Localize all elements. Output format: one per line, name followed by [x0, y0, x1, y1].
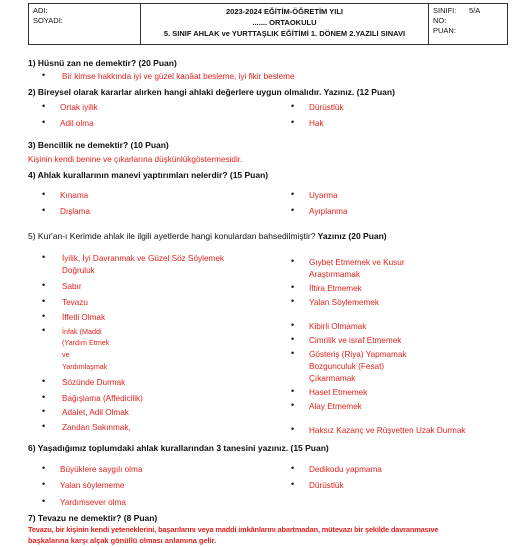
- answer-5-item: Tevazu: [62, 298, 88, 307]
- answer-6-item: Dedikodu yapmama: [309, 465, 382, 474]
- answer-5-item: Alay Etmemek: [309, 402, 362, 411]
- answer-5-item: Yardımlaşmak: [62, 362, 108, 371]
- question-5-text: 5) Kur'an-ı Kerimde ahlak ile ilgili ayetlerde hangi konulardan bahsedilmiştir?: [28, 231, 316, 241]
- class-value: 5/A: [469, 6, 481, 15]
- answer-5-item: Sabır: [62, 282, 82, 291]
- bullet: •: [291, 334, 295, 344]
- exam-title: 5. SINIF AHLAK ve YURTTAŞLIK EĞİTİMİ 1. DÖNEM 2.YAZILI SINAVI: [163, 29, 406, 38]
- class-label: SINIFI:: [433, 6, 457, 15]
- answer-5-item: İyilik, İyi Davranmak ve Güzel Söz Söylemek: [62, 254, 224, 263]
- exam-header: [28, 3, 508, 45]
- exam-title-block: [141, 4, 429, 44]
- answer-5-item: Adalet, Adil Olmak: [62, 408, 129, 417]
- bullet: •: [42, 101, 46, 111]
- question-1: 1) Hüsnü zan ne demektir? (20 Puan): [28, 58, 177, 68]
- class-info: [429, 4, 507, 44]
- answer-5-item: İftira Etmemek: [309, 284, 362, 293]
- question-2: 2) Bireysel olarak kararlar alırken hangi ahlaki değerlere uygun olmalıdır. Yazınız. (12 Puan): [28, 87, 395, 97]
- bullet: •: [291, 386, 295, 396]
- answer-2-item: Dürüstlük: [309, 103, 344, 112]
- answer-5-item: Bozgunculuk (Fesat): [309, 362, 385, 371]
- answer-5-item: Gösteriş (Riya) Yapmamak: [309, 350, 407, 359]
- bullet: •: [42, 376, 46, 386]
- school-name: ....... ORTAOKULU: [252, 18, 317, 27]
- bullet: •: [42, 479, 46, 489]
- answer-5-item: Çıkarmamak: [309, 374, 356, 383]
- answer-4-item: Kınama: [60, 191, 89, 200]
- bullet: •: [42, 496, 46, 506]
- question-6: 6) Yaşadığımız toplumdaki ahlak kurallarından 3 tanesini yazınız. (15 Puan): [28, 443, 329, 453]
- answer-7-line-2: başkalarına karşı alçak gönüllü olması anlamına gelir.: [28, 536, 217, 545]
- answer-2-item: Hak: [309, 119, 324, 128]
- answer-5-item: (Yardım Etmek: [62, 338, 110, 347]
- answer-5-item: Doğruluk: [62, 266, 95, 275]
- surname-label: SOYADI:: [33, 16, 63, 25]
- answer-5-item: Haksız Kazanç ve Rüşvetten Uzak Durmak: [309, 426, 466, 435]
- answer-4-item: Dışlama: [60, 207, 91, 216]
- answer-5-item: İffetli Olmak: [62, 313, 106, 322]
- score-label: PUAN:: [433, 26, 456, 35]
- bullet: •: [291, 282, 295, 292]
- answer-4-item: Ayıplanma: [309, 207, 348, 216]
- answer-6-item: Dürüstlük: [309, 481, 344, 490]
- answer-5-item: Gıybet Etmemek ve Kusur: [309, 258, 405, 267]
- bullet: •: [291, 256, 295, 266]
- question-5: [28, 231, 387, 241]
- bullet: •: [42, 205, 46, 215]
- answer-6-item: Büyüklere saygılı olma: [60, 465, 143, 474]
- bullet: •: [42, 252, 46, 262]
- answer-4-item: Uyarma: [309, 191, 338, 200]
- bullet: •: [42, 406, 46, 416]
- bullet: •: [291, 117, 295, 127]
- answer-6-item: Yalan söylememe: [60, 481, 125, 490]
- bullet: •: [42, 463, 46, 473]
- answer-5-item: ve: [62, 350, 70, 359]
- answer-7-line-1: Tevazu, bir kişinin kendi yeteneklerini, başarılarını veya maddi imkânlarını abartmadan, mütevazı bir şekilde davranmasıve: [28, 525, 439, 534]
- question-3: 3) Bencillik ne demektir? (10 Puan): [28, 140, 169, 150]
- number-label: NO:: [433, 16, 447, 25]
- question-7: 7) Tevazu ne demektir? (8 Puan): [28, 513, 158, 523]
- answer-5-item: Haset Etmemek: [309, 388, 368, 397]
- answer-5-item: Zandan Sakınmak,: [62, 423, 131, 432]
- answer-6-item: Yardımsever olma: [60, 498, 126, 507]
- academic-year: 2023-2024 EĞİTİM-ÖĞRETİM YILI: [226, 7, 343, 16]
- bullet: •: [42, 296, 46, 306]
- bullet: •: [291, 189, 295, 199]
- student-info: [29, 4, 141, 44]
- bullet: •: [291, 101, 295, 111]
- answer-3: Kişinin kendi benine ve çıkarlarına düşkünlükgöstermesidir.: [28, 155, 243, 164]
- bullet: •: [291, 424, 295, 434]
- bullet: •: [291, 296, 295, 306]
- bullet: •: [291, 205, 295, 215]
- question-4: 4) Ahlak kurallarının manevi yaptırımları nelerdir? (15 Puan): [28, 170, 269, 180]
- name-label: ADI:: [33, 6, 48, 15]
- answer-5-item: Yalan Söylememek: [309, 298, 379, 307]
- bullet: •: [42, 421, 46, 431]
- bullet: •: [291, 463, 295, 473]
- answer-5-item: Araştırmamak: [309, 270, 360, 279]
- answer-5-item: Kibirli Olmamak: [309, 322, 367, 331]
- answer-1: Bir kimse hakkında iyi ve güzel kanâat besleme, iyi fikir besleme: [62, 72, 295, 81]
- answer-5-item: Sözünde Durmak: [62, 378, 126, 387]
- answer-5-item: Bağışlama (Affedicilik): [62, 394, 143, 403]
- bullet: •: [291, 400, 295, 410]
- answer-2-item: Adil olma: [60, 119, 94, 128]
- bullet: •: [42, 392, 46, 402]
- question-5-points: Yazınız (20 Puan): [315, 231, 387, 241]
- bullet: •: [291, 320, 295, 330]
- bullet: •: [42, 189, 46, 199]
- bullet: •: [42, 117, 46, 127]
- answer-5-item: İnfak (Maddi: [62, 327, 102, 336]
- answer-2-item: Ortak iyilik: [60, 103, 98, 112]
- bullet: •: [42, 70, 46, 80]
- bullet: •: [291, 479, 295, 489]
- bullet: •: [42, 325, 46, 335]
- bullet: •: [291, 348, 295, 358]
- bullet: •: [42, 311, 46, 321]
- answer-5-item: Cimrilik ve israf Etmemek: [309, 336, 402, 345]
- bullet: •: [42, 280, 46, 290]
